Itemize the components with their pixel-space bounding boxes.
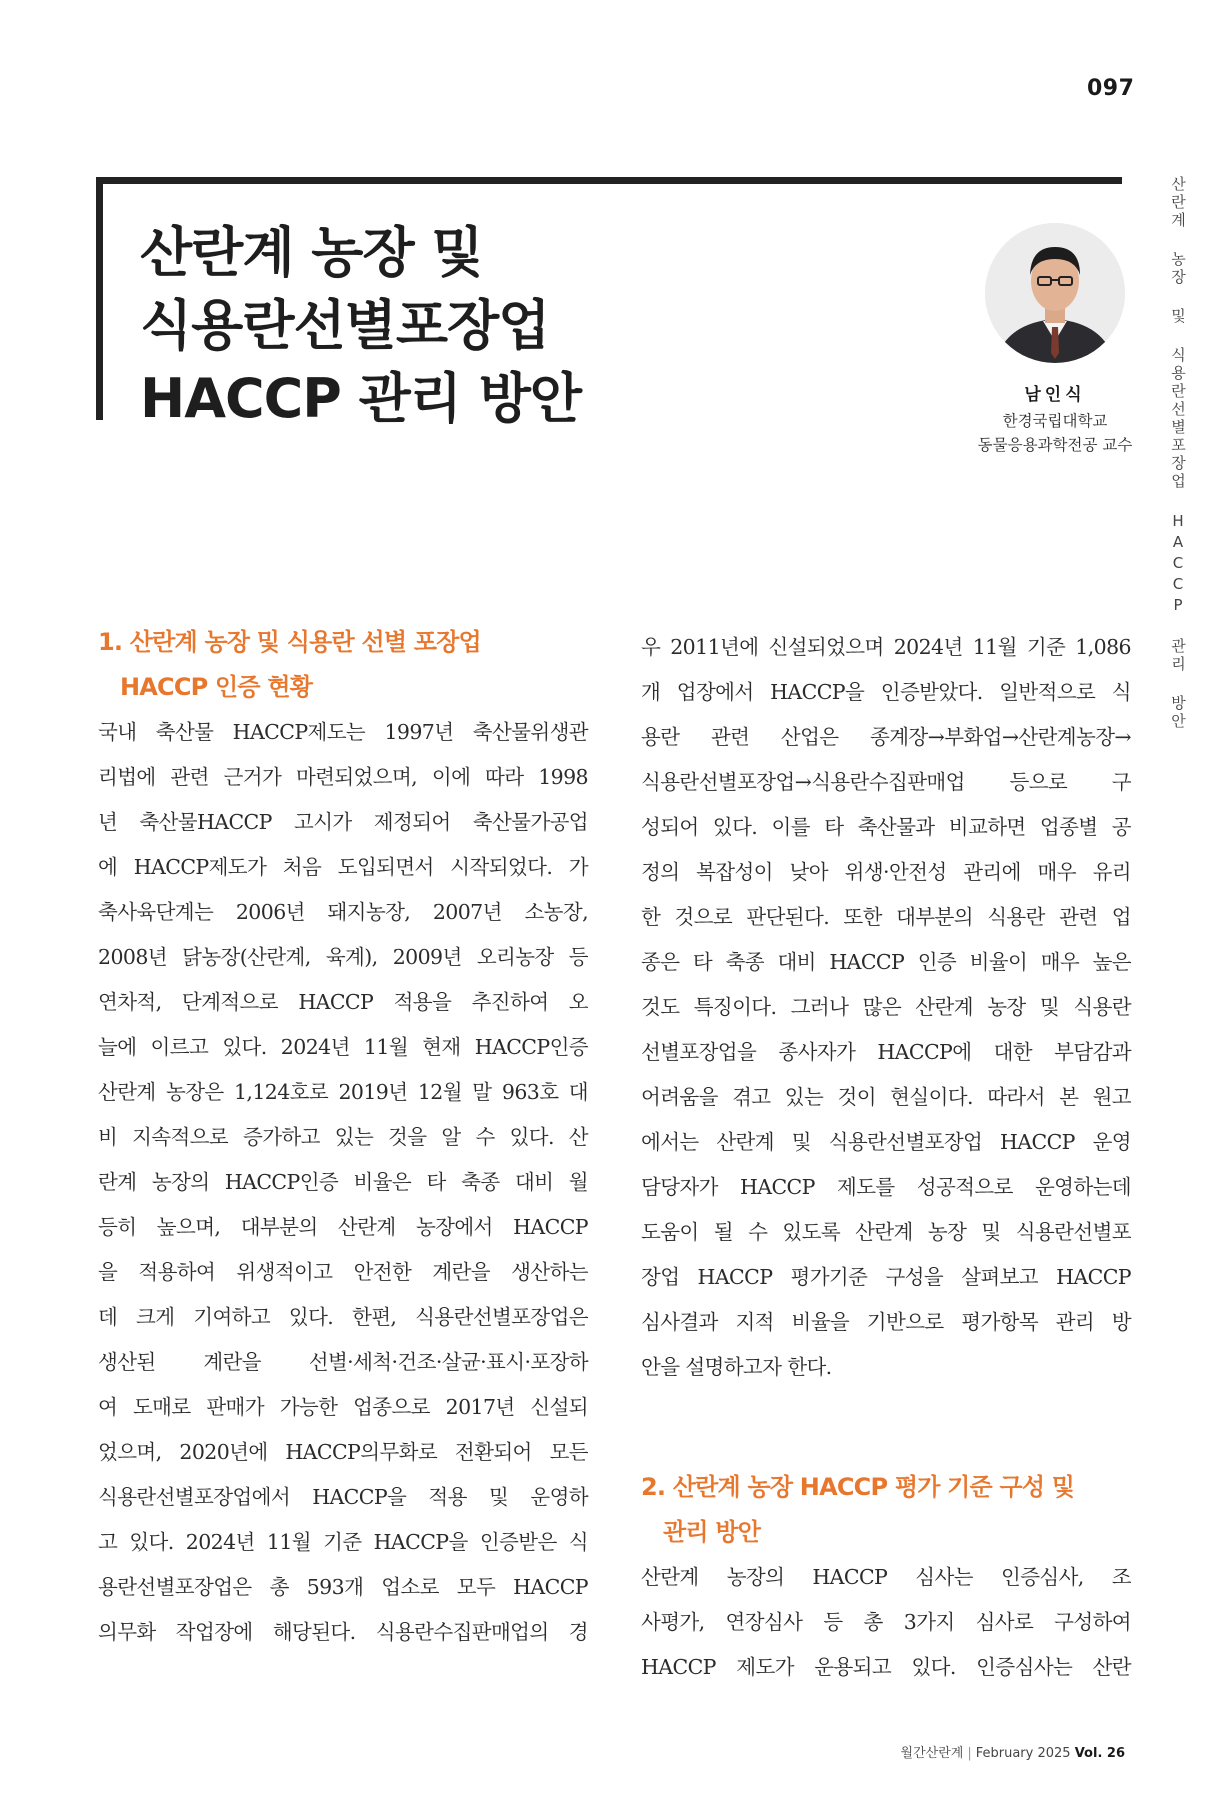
body-line: 식용란선별포장업에서 HACCP을 적용 및 운영하 (98, 1485, 588, 1509)
body-line: 심사결과 지적 비율을 기반으로 평가항목 관리 방 (641, 1310, 1131, 1334)
body-line: 생산된 계란을 선별·세척·건조·살균·표시·포장하 (98, 1350, 588, 1374)
section-2-body (641, 1555, 1131, 1690)
body-line: 년 축산물HACCP 고시가 제정되어 축산물가공업 (98, 810, 588, 834)
body-line: 에 HACCP제도가 처음 도입되면서 시작되었다. 가 (98, 855, 588, 879)
section-2-heading-line-2: 관리 방안 (663, 1518, 761, 1546)
footer-issue: February 2025 (975, 1746, 1071, 1761)
body-line: 용란선별포장업은 총 593개 업소로 모두 HACCP (98, 1575, 588, 1599)
left-column (98, 620, 588, 1655)
body-line: 리법에 관련 근거가 마련되었으며, 이에 따라 1998 (98, 765, 588, 789)
body-line: 개 업장에서 HACCP을 인증받았다. 일반적으로 식 (641, 680, 1131, 704)
title-line-1: 산란계 농장 및 (140, 221, 483, 284)
section-1-body-right (641, 625, 1131, 1390)
article-title (140, 216, 581, 435)
body-line: 국내 축산물 HACCP제도는 1997년 축산물위생관 (98, 720, 588, 744)
body-line: 2008년 닭농장(산란계, 육계), 2009년 오리농장 등 (98, 945, 588, 969)
body-line: 식용란선별포장업→식용란수집판매업 등으로 구 (641, 770, 1131, 794)
right-column (641, 625, 1131, 1690)
body-line: 고 있다. 2024년 11월 기준 HACCP을 인증받은 식 (98, 1530, 588, 1554)
author-photo (985, 223, 1125, 363)
page-footer (900, 1742, 1125, 1761)
title-left-rule (96, 177, 103, 420)
section-1-heading-line-1: 1. 산란계 농장 및 식용란 선별 포장업 (98, 628, 481, 656)
body-line: 것도 특징이다. 그러나 많은 산란계 농장 및 식용란 (641, 995, 1131, 1019)
title-line-2: 식용란선별포장업 (140, 294, 550, 357)
body-line: 연차적, 단계적으로 HACCP 적용을 추진하여 오 (98, 990, 588, 1014)
author-affiliation-line-1: 한경국립대학교 (1002, 412, 1108, 430)
section-1-heading-line-2: HACCP 인증 현황 (120, 673, 313, 701)
body-line: 데 크게 기여하고 있다. 한편, 식용란선별포장업은 (98, 1305, 588, 1329)
body-line: 여 도매로 판매가 가능한 업종으로 2017년 신설되 (98, 1395, 588, 1419)
footer-magazine: 월간산란계 (900, 1746, 964, 1761)
body-line: 을 적용하여 위생적이고 안전한 계란을 생산하는 (98, 1260, 588, 1284)
body-line: 장업 HACCP 평가기준 구성을 살펴보고 HACCP (641, 1265, 1131, 1289)
body-line: HACCP 제도가 운용되고 있다. 인증심사는 산란 (641, 1655, 1131, 1679)
section-1-heading (98, 620, 588, 710)
body-line: 담당자가 HACCP 제도를 성공적으로 운영하는데 (641, 1175, 1131, 1199)
body-line: 란계 농장의 HACCP인증 비율은 타 축종 대비 월 (98, 1170, 588, 1194)
section-2-heading (641, 1465, 1131, 1555)
body-line: 축사육단계는 2006년 돼지농장, 2007년 소농장, (98, 900, 588, 924)
body-line: 비 지속적으로 증가하고 있는 것을 알 수 있다. 산 (98, 1125, 588, 1149)
body-line: 우 2011년에 신설되었으며 2024년 11월 기준 1,086 (641, 635, 1131, 659)
author-affiliation (940, 409, 1170, 457)
side-running-title: 산란계 농장 및 식용란선별포장업 HACCP 관리 방안 (1169, 176, 1187, 731)
footer-volume: Vol. 26 (1074, 1746, 1125, 1761)
body-line: 사평가, 연장심사 등 총 3가지 심사로 구성하여 (641, 1610, 1131, 1634)
section-spacer (641, 1390, 1131, 1465)
body-line: 정의 복잡성이 낮아 위생·안전성 관리에 매우 유리 (641, 860, 1131, 884)
author-affiliation-line-2: 동물응용과학전공 교수 (977, 436, 1133, 454)
body-line: 선별포장업을 종사자가 HACCP에 대한 부담감과 (641, 1040, 1131, 1064)
author-name: 남인식 (1024, 385, 1086, 405)
body-line: 한 것으로 판단된다. 또한 대부분의 식용란 관련 업 (641, 905, 1131, 929)
body-line: 의무화 작업장에 해당된다. 식용란수집판매업의 경 (98, 1620, 588, 1644)
section-2-heading-line-1: 2. 산란계 농장 HACCP 평가 기준 구성 및 (641, 1473, 1075, 1501)
body-line: 용란 관련 산업은 종계장→부화업→산란계농장→ (641, 725, 1131, 749)
section-1-body-left (98, 710, 588, 1655)
body-line: 등히 높으며, 대부분의 산란계 농장에서 HACCP (98, 1215, 588, 1239)
body-line: 종은 타 축종 대비 HACCP 인증 비율이 매우 높은 (641, 950, 1131, 974)
body-line: 에서는 산란계 및 식용란선별포장업 HACCP 운영 (641, 1130, 1131, 1154)
page-number: 097 (1087, 76, 1135, 101)
title-line-3: HACCP 관리 방안 (140, 367, 582, 430)
body-line: 산란계 농장은 1,124호로 2019년 12월 말 963호 대 (98, 1080, 588, 1104)
body-line: 안을 설명하고자 한다. (641, 1355, 832, 1379)
body-line: 늘에 이르고 있다. 2024년 11월 현재 HACCP인증 (98, 1035, 588, 1059)
body-line: 었으며, 2020년에 HACCP의무화로 전환되어 모든 (98, 1440, 588, 1464)
title-top-rule (96, 177, 1122, 184)
body-line: 산란계 농장의 HACCP 심사는 인증심사, 조 (641, 1565, 1131, 1589)
body-line: 도움이 될 수 있도록 산란계 농장 및 식용란선별포 (641, 1220, 1131, 1244)
footer-separator: | (967, 1746, 972, 1761)
body-line: 성되어 있다. 이를 타 축산물과 비교하면 업종별 공 (641, 815, 1131, 839)
body-line: 어려움을 겪고 있는 것이 현실이다. 따라서 본 원고 (641, 1085, 1131, 1109)
